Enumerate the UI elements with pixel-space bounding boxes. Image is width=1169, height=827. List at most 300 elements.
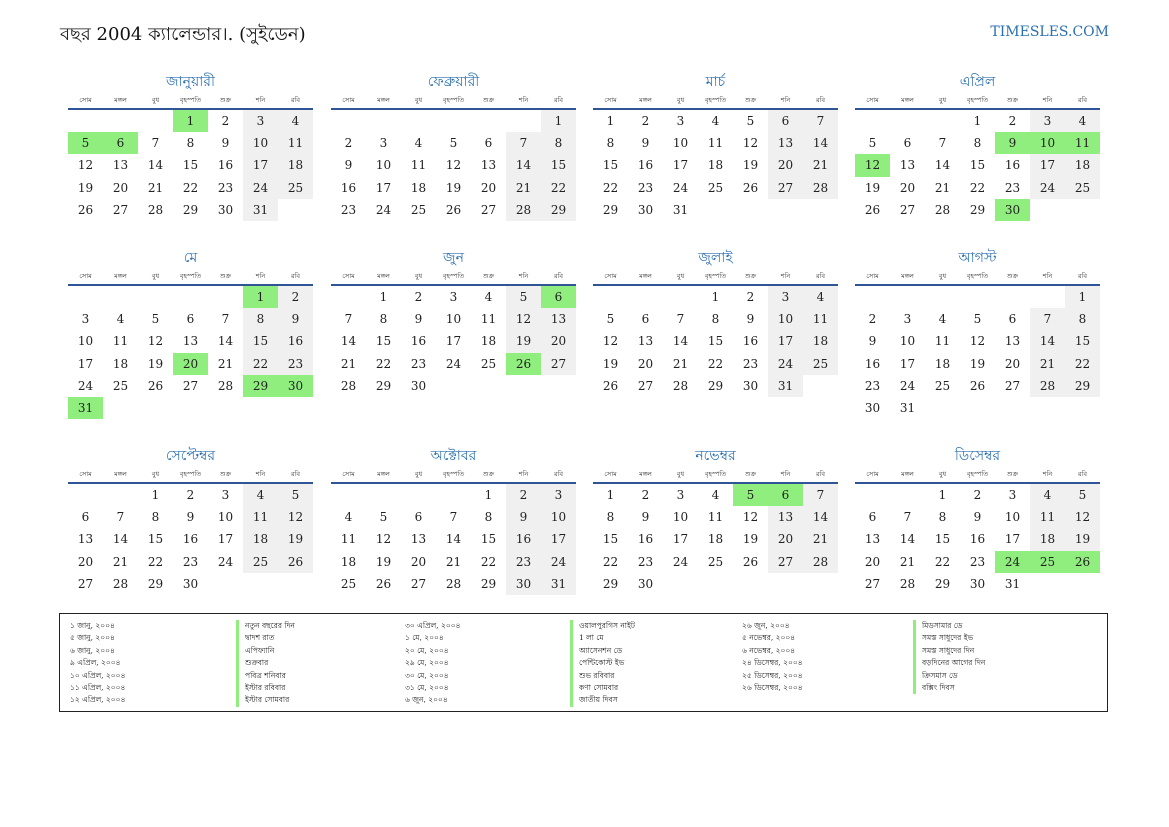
- weekday-label: শনি: [518, 96, 529, 104]
- day-cell: 8: [938, 510, 947, 525]
- weekday-header: [68, 468, 313, 484]
- day-cell: 17: [217, 532, 234, 547]
- weekday-label: রবি: [1077, 272, 1088, 280]
- weekday-header: [855, 270, 1100, 286]
- empty-cell: [331, 110, 366, 132]
- day-cell: 25: [934, 378, 951, 393]
- legend-holiday-name: শুক্রবার: [236, 657, 295, 669]
- day-cell: 12: [602, 334, 619, 349]
- weekday-label: মঙ্গল: [901, 272, 914, 280]
- day-cell: 13: [112, 158, 129, 173]
- weekday-label: শুক্র: [482, 96, 495, 104]
- weekday-label: বৃহস্পতি: [704, 96, 727, 104]
- weekday-label: সোম: [866, 272, 879, 280]
- day-cell: 27: [768, 551, 803, 573]
- month-block: [331, 72, 576, 221]
- day-grid: [68, 286, 313, 419]
- day-cell: 31: [243, 199, 278, 221]
- day-cell: 21: [934, 180, 951, 195]
- weekday-label: মঙ্গল: [377, 96, 390, 104]
- day-cell: 15: [243, 330, 278, 352]
- day-cell: 5: [973, 312, 982, 327]
- day-cell: 11: [410, 158, 427, 173]
- day-cell: 28: [1030, 375, 1065, 397]
- day-cell: 17: [243, 154, 278, 176]
- day-cell: 30: [637, 202, 654, 217]
- day-cell: 26: [602, 378, 619, 393]
- weekday-label: বুধ: [938, 470, 947, 478]
- day-cell: 20: [637, 356, 654, 371]
- weekday-label: বুধ: [676, 470, 685, 478]
- weekday-header: [855, 468, 1100, 484]
- day-cell: 16: [1004, 158, 1021, 173]
- legend-holiday-name: জাতীয় দিবস: [570, 694, 635, 706]
- day-cell: 14: [340, 334, 357, 349]
- day-cell: 21: [112, 554, 129, 569]
- day-cell: 8: [606, 510, 615, 525]
- weekday-label: সোম: [866, 470, 879, 478]
- day-cell: 1: [938, 488, 947, 502]
- day-cell: 29: [182, 202, 199, 217]
- day-cell: 25: [803, 353, 838, 375]
- legend-date: ৩০ মে, ২০০৪: [405, 670, 449, 680]
- weekday-label: বৃহস্পতি: [179, 272, 202, 280]
- weekday-label: মঙ্গল: [114, 96, 127, 104]
- day-cell: 23: [278, 353, 313, 375]
- month-name: নভেম্বর: [695, 448, 736, 464]
- empty-cell: [960, 286, 995, 308]
- weekday-label: বৃহস্পতি: [704, 272, 727, 280]
- day-cell: 20: [1004, 356, 1021, 371]
- day-cell: 12: [1065, 506, 1100, 528]
- day-cell: 4: [803, 286, 838, 308]
- day-cell: 31: [672, 202, 689, 217]
- day-cell: 13: [182, 334, 199, 349]
- day-cell: 8: [711, 312, 720, 327]
- day-cell: 6: [414, 510, 423, 525]
- legend-date: ১ মে, ২০০৪: [405, 633, 444, 643]
- day-cell: 13: [541, 308, 576, 330]
- day-cell: 10: [899, 334, 916, 349]
- weekday-label: বৃহস্পতি: [442, 272, 465, 280]
- month-name: ডিসেম্বর: [954, 448, 1001, 464]
- day-cell: 30: [637, 576, 654, 591]
- weekday-label: রবি: [290, 272, 301, 280]
- day-cell: 5: [868, 136, 877, 151]
- legend-name-column: [570, 620, 635, 707]
- day-cell: 15: [375, 334, 392, 349]
- day-cell: 14: [147, 158, 164, 173]
- empty-cell: [925, 286, 960, 308]
- day-grid: [593, 484, 838, 595]
- weekday-label: বুধ: [414, 96, 423, 104]
- weekday-label: বুধ: [414, 470, 423, 478]
- legend-holiday-name: 1 লা মে: [570, 632, 635, 644]
- day-cell: 30: [742, 378, 759, 393]
- holiday-day-cell: 24: [995, 551, 1030, 573]
- month-block: [593, 248, 838, 397]
- empty-cell: [995, 286, 1030, 308]
- day-cell: 28: [217, 378, 234, 393]
- day-cell: 23: [340, 202, 357, 217]
- day-cell: 8: [973, 136, 982, 151]
- day-cell: 5: [606, 312, 615, 327]
- day-cell: 19: [1065, 528, 1100, 550]
- day-cell: 10: [77, 334, 94, 349]
- day-cell: 23: [217, 180, 234, 195]
- month-name: জানুয়ারী: [166, 74, 215, 90]
- day-cell: 16: [217, 158, 234, 173]
- day-cell: 9: [641, 136, 650, 151]
- day-cell: 6: [81, 510, 90, 525]
- day-cell: 11: [480, 312, 497, 327]
- weekday-header: [331, 468, 576, 484]
- day-cell: 10: [672, 136, 689, 151]
- day-cell: 7: [116, 510, 125, 525]
- day-cell: 26: [375, 576, 392, 591]
- day-cell: 7: [506, 132, 541, 154]
- legend-date-column: [70, 620, 125, 707]
- day-cell: 1: [606, 488, 615, 502]
- weekday-label: বৃহস্পতি: [966, 470, 989, 478]
- day-cell: 1: [484, 488, 493, 502]
- legend-holiday-name: পবিত্র শনিবার: [236, 670, 295, 682]
- day-cell: 8: [606, 136, 615, 151]
- day-cell: 4: [243, 484, 278, 506]
- holiday-day-cell: 26: [1065, 551, 1100, 573]
- day-cell: 4: [414, 136, 423, 151]
- day-cell: 3: [1030, 110, 1065, 132]
- day-cell: 21: [217, 356, 234, 371]
- day-cell: 14: [506, 154, 541, 176]
- day-cell: 9: [344, 158, 353, 173]
- day-cell: 19: [77, 180, 94, 195]
- day-cell: 4: [344, 510, 353, 525]
- month-name: আগস্ট: [958, 250, 997, 266]
- day-cell: 4: [711, 488, 720, 502]
- day-cell: 22: [1065, 353, 1100, 375]
- day-cell: 19: [602, 356, 619, 371]
- day-cell: 12: [742, 510, 759, 525]
- day-cell: 22: [602, 554, 619, 569]
- empty-cell: [68, 110, 103, 132]
- empty-cell: [401, 110, 436, 132]
- day-cell: 19: [864, 180, 881, 195]
- day-cell: 25: [707, 180, 724, 195]
- day-cell: 20: [768, 528, 803, 550]
- empty-cell: [506, 110, 541, 132]
- day-cell: 29: [969, 202, 986, 217]
- day-cell: 20: [864, 554, 881, 569]
- day-cell: 28: [899, 576, 916, 591]
- day-cell: 9: [746, 312, 755, 327]
- day-cell: 22: [243, 353, 278, 375]
- day-cell: 3: [676, 488, 685, 502]
- day-cell: 1: [711, 290, 720, 304]
- day-cell: 23: [637, 180, 654, 195]
- holiday-day-cell: 1: [173, 110, 208, 132]
- legend-holiday-name: অ্যাসেনশন ডে: [570, 645, 635, 657]
- weekday-label: শনি: [780, 96, 791, 104]
- day-cell: 2: [278, 286, 313, 308]
- weekday-label: শনি: [518, 470, 529, 478]
- day-cell: 27: [77, 576, 94, 591]
- weekday-label: শনি: [1042, 470, 1053, 478]
- day-grid: [331, 484, 576, 595]
- day-cell: 17: [899, 356, 916, 371]
- day-cell: 18: [1065, 154, 1100, 176]
- day-cell: 15: [602, 158, 619, 173]
- day-cell: 24: [217, 554, 234, 569]
- holiday-day-cell: 6: [103, 132, 138, 154]
- day-cell: 13: [864, 532, 881, 547]
- day-cell: 29: [707, 378, 724, 393]
- day-cell: 22: [541, 177, 576, 199]
- day-cell: 20: [410, 554, 427, 569]
- day-cell: 1: [541, 110, 576, 132]
- day-cell: 7: [1030, 308, 1065, 330]
- day-cell: 4: [1030, 484, 1065, 506]
- day-cell: 29: [375, 378, 392, 393]
- day-cell: 15: [1065, 330, 1100, 352]
- weekday-header: [593, 94, 838, 110]
- weekday-label: শুক্র: [744, 272, 757, 280]
- day-cell: 10: [1004, 510, 1021, 525]
- day-cell: 5: [746, 114, 755, 128]
- day-cell: 5: [506, 286, 541, 308]
- legend-date: ২৪ ডিসেম্বর, ২০০৪: [742, 658, 803, 668]
- day-cell: 20: [77, 554, 94, 569]
- day-cell: 24: [375, 202, 392, 217]
- day-cell: 18: [480, 334, 497, 349]
- weekday-label: বৃহস্পতি: [179, 96, 202, 104]
- weekday-label: মঙ্গল: [901, 96, 914, 104]
- day-cell: 17: [672, 532, 689, 547]
- month-name: মে: [183, 250, 198, 266]
- legend-holiday-name: ক্রিসমাস ডে: [913, 670, 985, 682]
- day-cell: 9: [973, 510, 982, 525]
- day-cell: 14: [217, 334, 234, 349]
- day-cell: 5: [278, 484, 313, 506]
- day-grid: [855, 286, 1100, 419]
- day-cell: 2: [344, 136, 353, 151]
- holiday-day-cell: 11: [1065, 132, 1100, 154]
- month-block: [855, 72, 1100, 221]
- day-cell: 5: [379, 510, 388, 525]
- legend-date: ২৫ ডিসেম্বর, ২০০৪: [742, 670, 803, 680]
- day-cell: 23: [969, 554, 986, 569]
- day-cell: 26: [742, 180, 759, 195]
- legend-holiday-name: ওয়ালপুরগিস নাইট: [570, 620, 635, 632]
- day-cell: 9: [506, 506, 541, 528]
- legend-date: ১১ এপ্রিল, ২০০৪: [70, 682, 126, 692]
- month-block: [331, 446, 576, 595]
- weekday-label: বুধ: [676, 272, 685, 280]
- day-cell: 9: [414, 312, 423, 327]
- day-cell: 27: [899, 202, 916, 217]
- day-cell: 10: [217, 510, 234, 525]
- day-cell: 22: [182, 180, 199, 195]
- day-cell: 14: [672, 334, 689, 349]
- day-cell: 23: [410, 356, 427, 371]
- day-cell: 14: [1030, 330, 1065, 352]
- day-cell: 7: [449, 510, 458, 525]
- day-cell: 18: [707, 532, 724, 547]
- weekday-label: বুধ: [151, 96, 160, 104]
- day-cell: 7: [221, 312, 230, 327]
- day-cell: 12: [445, 158, 462, 173]
- weekday-label: রবি: [815, 96, 826, 104]
- day-cell: 31: [1004, 576, 1021, 591]
- day-cell: 7: [803, 110, 838, 132]
- day-cell: 3: [449, 290, 458, 304]
- month-name: জুন: [443, 250, 464, 266]
- weekday-label: মঙ্গল: [377, 470, 390, 478]
- legend-date: ৬ জানু, ২০০৪: [70, 645, 115, 655]
- day-cell: 15: [480, 532, 497, 547]
- weekday-label: শুক্র: [219, 96, 232, 104]
- legend-holiday-name: ইস্টার রবিবার: [236, 682, 295, 694]
- day-cell: 4: [938, 312, 947, 327]
- day-cell: 6: [768, 110, 803, 132]
- empty-cell: [890, 484, 925, 506]
- day-cell: 12: [77, 158, 94, 173]
- day-cell: 30: [969, 576, 986, 591]
- month-block: [331, 248, 576, 397]
- weekday-label: শুক্র: [482, 470, 495, 478]
- month-name: সেপ্টেম্বর: [165, 448, 216, 464]
- day-cell: 25: [410, 202, 427, 217]
- weekday-label: বুধ: [151, 272, 160, 280]
- legend-holiday-name: পেন্টিকোস্ট ইভ: [570, 657, 635, 669]
- day-cell: 7: [344, 312, 353, 327]
- weekday-label: রবি: [290, 470, 301, 478]
- weekday-label: বৃহস্পতি: [442, 96, 465, 104]
- weekday-label: সোম: [342, 272, 355, 280]
- weekday-label: বৃহস্পতি: [179, 470, 202, 478]
- day-cell: 19: [506, 330, 541, 352]
- day-cell: 22: [480, 554, 497, 569]
- weekday-label: শনি: [1042, 272, 1053, 280]
- day-cell: 29: [480, 576, 497, 591]
- day-cell: 2: [186, 488, 195, 502]
- day-cell: 19: [445, 180, 462, 195]
- legend-date: ৬ নভেম্বর, ২০০৪: [742, 645, 796, 655]
- weekday-label: শনি: [518, 272, 529, 280]
- day-cell: 11: [934, 334, 951, 349]
- month-block: [855, 248, 1100, 419]
- day-cell: 8: [541, 132, 576, 154]
- day-cell: 19: [375, 554, 392, 569]
- weekday-label: বৃহস্পতি: [966, 272, 989, 280]
- day-cell: 3: [903, 312, 912, 327]
- day-cell: 31: [899, 400, 916, 415]
- weekday-label: বৃহস্পতি: [966, 96, 989, 104]
- day-cell: 21: [445, 554, 462, 569]
- day-grid: [855, 110, 1100, 221]
- day-cell: 6: [484, 136, 493, 151]
- legend-holiday-name: মিডসামার ডে: [913, 620, 985, 632]
- weekday-header: [68, 94, 313, 110]
- day-cell: 6: [868, 510, 877, 525]
- empty-cell: [208, 286, 243, 308]
- day-cell: 3: [81, 312, 90, 327]
- month-block: [68, 248, 313, 419]
- weekday-label: শুক্র: [1006, 470, 1019, 478]
- empty-cell: [855, 286, 890, 308]
- empty-cell: [138, 110, 173, 132]
- day-cell: 2: [506, 484, 541, 506]
- day-cell: 19: [278, 528, 313, 550]
- legend-date-column: [405, 620, 460, 707]
- weekday-label: শনি: [255, 470, 266, 478]
- day-cell: 13: [77, 532, 94, 547]
- holiday-day-cell: 30: [995, 199, 1030, 221]
- day-cell: 30: [864, 400, 881, 415]
- site-brand-link[interactable]: TIMESLES.COM: [990, 24, 1109, 40]
- weekday-label: রবি: [1077, 470, 1088, 478]
- day-cell: 12: [375, 532, 392, 547]
- day-cell: 16: [182, 532, 199, 547]
- weekday-label: শুক্র: [744, 470, 757, 478]
- month-block: [593, 72, 838, 221]
- day-cell: 16: [340, 180, 357, 195]
- day-cell: 26: [445, 202, 462, 217]
- weekday-label: সোম: [342, 96, 355, 104]
- weekday-label: সোম: [866, 96, 879, 104]
- legend-holiday-name: নতুন বছরের দিন: [236, 620, 295, 632]
- holiday-day-cell: 26: [506, 353, 541, 375]
- day-cell: 13: [768, 506, 803, 528]
- weekday-label: মঙ্গল: [114, 470, 127, 478]
- legend-holiday-name: এপিফ্যানি: [236, 645, 295, 657]
- day-cell: 2: [641, 114, 650, 128]
- day-cell: 15: [182, 158, 199, 173]
- day-cell: 14: [803, 506, 838, 528]
- day-cell: 10: [768, 308, 803, 330]
- empty-cell: [68, 484, 103, 506]
- legend-date: ১ জানু, ২০০৪: [70, 621, 115, 630]
- day-cell: 21: [340, 356, 357, 371]
- day-cell: 16: [637, 532, 654, 547]
- day-cell: 29: [602, 576, 619, 591]
- day-cell: 28: [803, 551, 838, 573]
- day-cell: 26: [147, 378, 164, 393]
- legend-date: ৩১ মে, ২০০৪: [405, 682, 449, 692]
- holiday-day-cell: 1: [243, 286, 278, 308]
- day-cell: 3: [221, 488, 230, 502]
- day-cell: 25: [112, 378, 129, 393]
- legend-holiday-name: শুভ রবিবার: [570, 670, 635, 682]
- day-cell: 21: [803, 528, 838, 550]
- holiday-day-cell: 6: [768, 484, 803, 506]
- empty-cell: [366, 110, 401, 132]
- day-cell: 20: [541, 330, 576, 352]
- day-cell: 13: [410, 532, 427, 547]
- day-cell: 4: [711, 114, 720, 128]
- holiday-day-cell: 5: [68, 132, 103, 154]
- day-cell: 20: [112, 180, 129, 195]
- day-grid: [331, 110, 576, 221]
- weekday-label: মঙ্গল: [377, 272, 390, 280]
- day-cell: 24: [672, 180, 689, 195]
- weekday-label: সোম: [342, 470, 355, 478]
- day-cell: 17: [375, 180, 392, 195]
- day-cell: 23: [182, 554, 199, 569]
- day-cell: 17: [541, 528, 576, 550]
- day-cell: 10: [672, 510, 689, 525]
- day-cell: 28: [147, 202, 164, 217]
